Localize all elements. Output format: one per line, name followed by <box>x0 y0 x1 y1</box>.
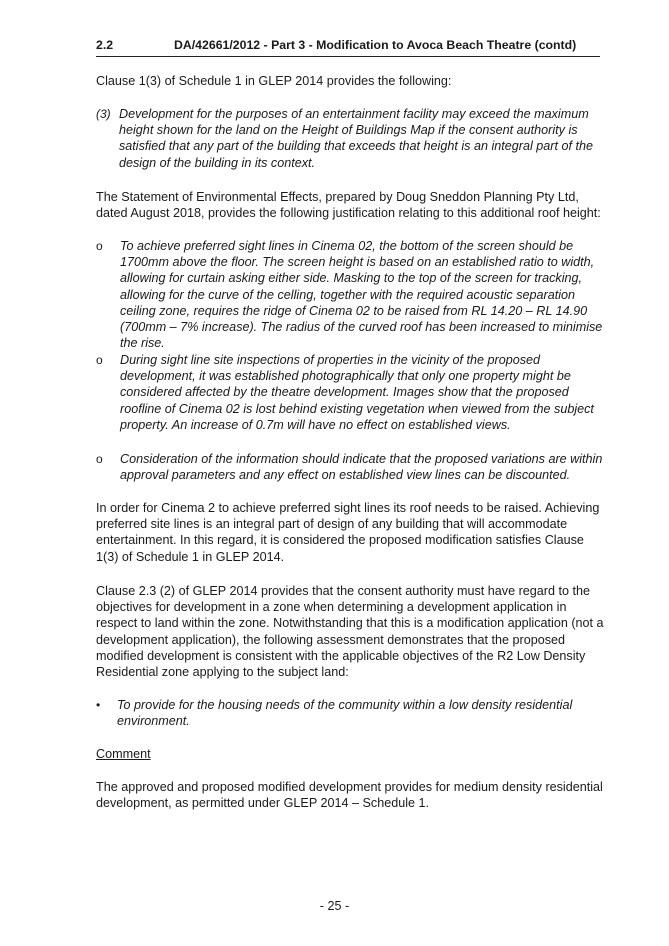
quoted-clause-text: Development for the purposes of an entertainment facility may exceed the maximum height shown for the land on the Height of Buildings Map if the consent authority is satisfied that any part of the building that exceeds that height is an integral part of the design of the building in its context. <box>119 107 593 170</box>
quote-label: (3) <box>96 107 111 121</box>
paragraph-comment: The approved and proposed modified development provides for medium density residential development, as permitted under GLEP 2014 – Schedule 1. <box>96 780 603 811</box>
justification-item: During sight line site inspections of properties in the vicinity of the proposed development, it was established photographically that only one property might be considered affected by the theatre development. Images show that the proposed roofline of Cinema 02 is lost behind existing vegetation when viewed from the subject property. An increase of 0.7m will have no effect on established views. <box>120 353 594 432</box>
paragraph-statement: The Statement of Environmental Effects, prepared by Doug Sneddon Planning Pty Ltd, dated August 2018, provides the following justification relating to this additional roof height: <box>96 190 601 221</box>
paragraph-intro: Clause 1(3) of Schedule 1 in GLEP 2014 provides the following: <box>96 74 452 88</box>
justification-item: To achieve preferred sight lines in Cinema 02, the bottom of the screen should be 1700mm above the floor. The screen height is based on an established ratio to width, allowing for curtain asking either side. Masking to the top of the screen for tracking, allowing for the curve of the celling, together with the required acoustic separation ceiling zone, requires the ridge of Cinema 02 to be raised from RL 14.20 – RL 14.90 (700mm – 7% increase). The radius of the curved roof has been increased to minimise the rise. <box>120 239 603 351</box>
comment-heading: Comment <box>96 747 151 761</box>
objective-item: To provide for the housing needs of the community within a low density residential environment. <box>117 698 573 729</box>
page-header <box>96 36 600 57</box>
header-title: DA/42661/2012 - Part 3 - Modification to Avoca Beach Theatre (contd) <box>174 38 577 52</box>
list-marker: o <box>96 239 103 253</box>
paragraph-cinema: In order for Cinema 2 to achieve preferred sight lines its roof needs to be raised. Achieving preferred site lines is an integral part of design of any building that will accommodate entertainment. In this regard, it is considered the proposed modification satisfies Clause 1(3) of Schedule 1 in GLEP 2014. <box>96 501 600 564</box>
list-marker: o <box>96 353 103 367</box>
page-number: - 25 - <box>319 899 350 913</box>
justification-item: Consideration of the information should indicate that the proposed variations are within approval parameters and any effect on established view lines can be discounted. <box>120 452 603 483</box>
list-marker: o <box>96 452 103 466</box>
quoted-clause <box>119 106 607 171</box>
section-number: 2.2 <box>96 38 114 52</box>
list-marker: • <box>96 698 101 712</box>
paragraph-clause-2-3: Clause 2.3 (2) of GLEP 2014 provides that the consent authority must have regard to the objectives for development in a zone when determining a development application in respect to land within the zone. Notwithstanding that this is a modification application (not a development application), the following assessment demonstrates that the proposed modified development is consistent with the applicable objectives of the R2 Low Density Residential zone applying to the subject land: <box>96 584 604 680</box>
